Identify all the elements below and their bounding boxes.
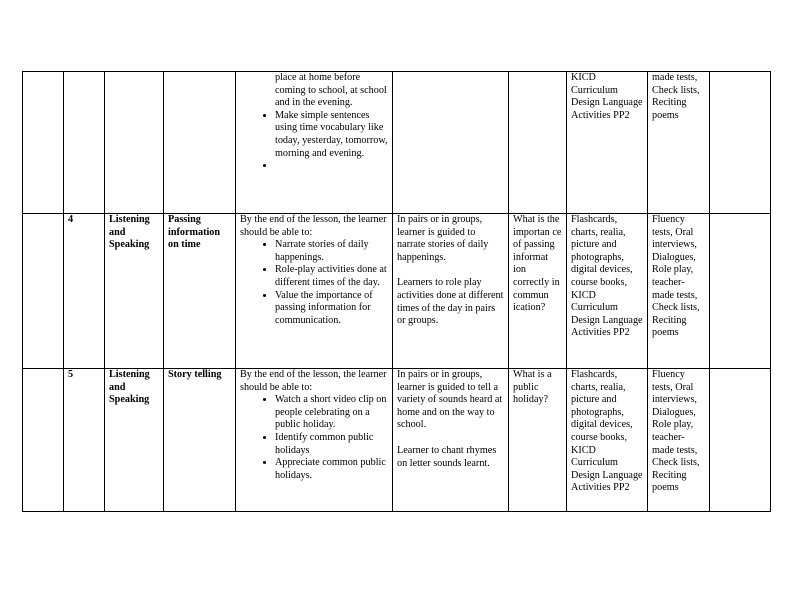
objectives-list (240, 72, 388, 173)
table-row (23, 72, 771, 214)
remarks-cell (710, 369, 771, 512)
objectives-intro: By the end of the lesson, the learner should be able to: (240, 214, 387, 238)
inquiry-question-cell: What is a public holiday? (509, 369, 567, 512)
experience-text: Learner to chant rhymes on letter sounds learnt. (397, 444, 497, 469)
experiences-cell (393, 369, 509, 512)
list-item: • Identify common public holidays (275, 432, 388, 457)
scheme-of-work-table (22, 71, 771, 512)
lesson-cell (64, 72, 105, 214)
assessment-cell: Fluency tests, Oral interviews, Dialogues, Role play, teacher-made tests, Check lists, Reciting poems (648, 369, 710, 512)
list-item: • Narrate stories of daily happenings. (275, 239, 388, 264)
list-item: • Role-play activities done at different times of the day. (275, 264, 388, 289)
lesson-cell: 5 (64, 369, 105, 512)
sub-strand-cell: Passing information on time (164, 214, 236, 369)
objectives-cell (236, 214, 393, 369)
resources-cell: Flashcards, charts, realia, picture and photographs, digital devices, course books, KICD Curriculum Design Language Activities PP2 (567, 369, 648, 512)
experience-text: Learners to role play activities done at different times of the day in pairs or groups. (397, 277, 504, 327)
lesson-cell: 4 (64, 214, 105, 369)
objectives-list (240, 239, 388, 327)
list-item: place at home before coming to school, at school and in the evening. (275, 72, 387, 109)
objectives-cell (236, 72, 393, 214)
sub-strand-cell (164, 72, 236, 214)
table-row (23, 214, 771, 369)
list-item: • Appreciate common public holidays. (275, 457, 388, 482)
strand-cell (105, 72, 164, 214)
table-row (23, 369, 771, 512)
remarks-cell (710, 214, 771, 369)
list-item: • Watch a short video clip on people celebrating on a public holiday. (275, 394, 388, 432)
objectives-list (240, 394, 388, 482)
objectives-cell (236, 369, 393, 512)
strand-cell: Listening and Speaking (105, 369, 164, 512)
list-item (275, 160, 388, 173)
objectives-intro: By the end of the lesson, the learner should be able to: (240, 369, 387, 393)
sub-strand-cell: Story telling (164, 369, 236, 512)
remarks-cell (710, 72, 771, 214)
list-item: • Make simple sentences using time vocabulary like today, yesterday, tomorrow, morning and evening. (275, 110, 388, 160)
experiences-cell (393, 214, 509, 369)
week-cell (23, 72, 64, 214)
resources-cell: KICD Curriculum Design Language Activities PP2 (567, 72, 648, 214)
week-cell (23, 369, 64, 512)
inquiry-question-cell (509, 72, 567, 214)
list-item: • Value the importance of passing information for communication. (275, 290, 388, 328)
strand-cell: Listening and Speaking (105, 214, 164, 369)
assessment-cell: made tests, Check lists, Reciting poems (648, 72, 710, 214)
experience-text: In pairs or in groups, learner is guided to narrate stories of daily happenings. (397, 214, 489, 263)
resources-cell: Flashcards, charts, realia, picture and photographs, digital devices, course books, KICD Curriculum Design Language Activities PP2 (567, 214, 648, 369)
assessment-cell: Fluency tests, Oral interviews, Dialogues, Role play, teacher-made tests, Check lists, Reciting poems (648, 214, 710, 369)
inquiry-question-cell: What is the importan ce of passing informat ion correctly in commun ication? (509, 214, 567, 369)
experiences-cell (393, 72, 509, 214)
week-cell (23, 214, 64, 369)
experience-text: In pairs or in groups, learner is guided to tell a variety of sounds heard at home and on the way to school. (397, 369, 503, 431)
